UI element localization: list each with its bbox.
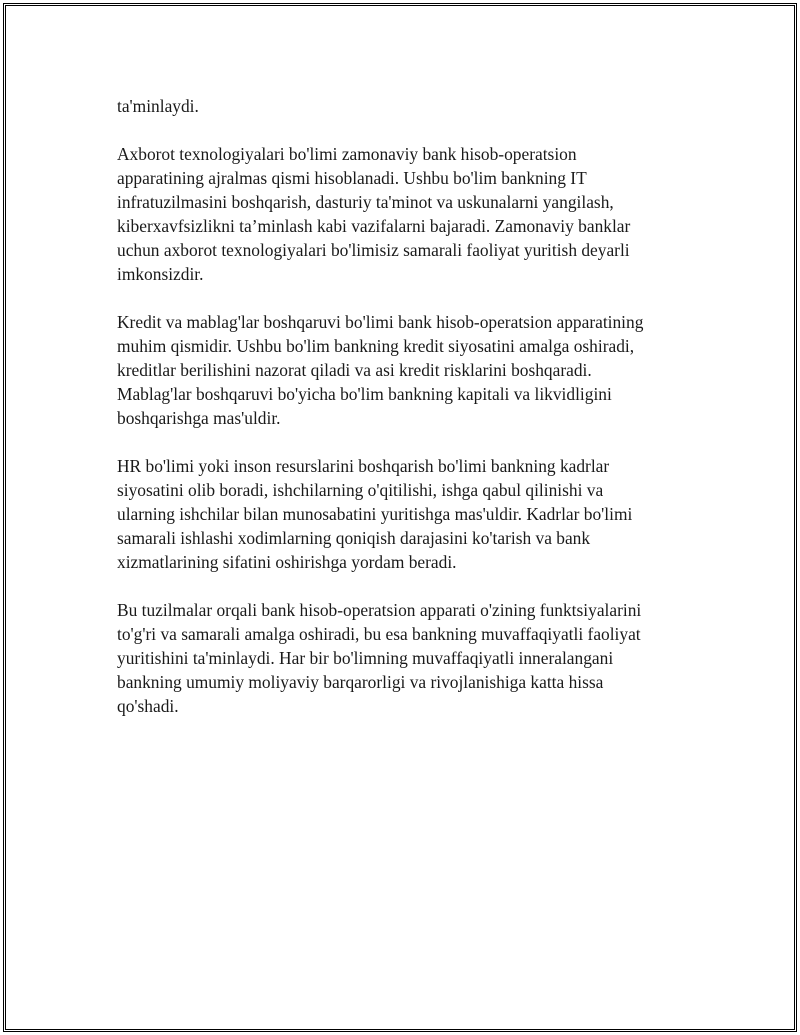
paragraph-line: ta'minlaydi.: [117, 96, 199, 116]
paragraph-line: Bu tuzilmalar orqali bank hisob-operatsion apparati o'zining funktsiyalarini: [117, 600, 642, 620]
paragraph-line: siyosatini olib boradi, ishchilarning o'qitilishi, ishga qabul qilinishi va: [117, 480, 604, 500]
paragraph-line: kreditlar berilishini nazorat qiladi va asi kredit risklarini boshqaradi.: [117, 360, 592, 380]
paragraph-line: imkonsizdir.: [117, 264, 204, 284]
paragraph-line: Axborot texnologiyalari bo'limi zamonaviy bank hisob-operatsion: [117, 144, 577, 164]
paragraph-line: infratuzilmasini boshqarish, dasturiy ta'minot va uskunalarni yangilash,: [117, 192, 614, 212]
paragraph-line: yuritishini ta'minlaydi. Har bir bo'limning muvaffaqiyatli inneralangani: [117, 648, 614, 668]
paragraph-line: kiberxavfsizlikni ta’minlash kabi vazifalarni bajaradi. Zamonaviy banklar: [117, 216, 631, 236]
paragraph-hr-department: [117, 454, 687, 574]
paragraph-line: apparatining ajralmas qismi hisoblanadi. Ushbu bo'lim bankning IT: [117, 168, 587, 188]
paragraph-line: samarali ishlashi xodimlarning qoniqish darajasini ko'tarish va bank: [117, 528, 591, 548]
paragraph-line: Mablag'lar boshqaruvi bo'yicha bo'lim bankning kapitali va likvidligini: [117, 384, 612, 404]
paragraph-line: bankning umumiy moliyaviy barqarorligi va rivojlanishiga katta hissa: [117, 672, 604, 692]
paragraph-line: ularning ishchilar bilan munosabatini yuritishga mas'uldir. Kadrlar bo'limi: [117, 504, 633, 524]
paragraph-1: [117, 94, 687, 118]
paragraph-line: boshqarishga mas'uldir.: [117, 408, 281, 428]
paragraph-line: muhim qismidir. Ushbu bo'lim bankning kredit siyosatini amalga oshiradi,: [117, 336, 635, 356]
document-body: [117, 94, 687, 742]
paragraph-line: to'g'ri va samarali amalga oshiradi, bu esa bankning muvaffaqiyatli faoliyat: [117, 624, 641, 644]
paragraph-line: HR bo'limi yoki inson resurslarini boshqarish bo'limi bankning kadrlar: [117, 456, 610, 476]
paragraph-line: Kredit va mablag'lar boshqaruvi bo'limi bank hisob-operatsion apparatining: [117, 312, 644, 332]
paragraph-line: qo'shadi.: [117, 696, 179, 716]
paragraph-line: uchun axborot texnologiyalari bo'limisiz samarali faoliyat yuritish deyarli: [117, 240, 630, 260]
paragraph-credit-department: [117, 310, 687, 430]
paragraph-it-department: [117, 142, 687, 286]
paragraph-conclusion: [117, 598, 687, 718]
paragraph-line: xizmatlarining sifatini oshirishga yordam beradi.: [117, 552, 457, 572]
